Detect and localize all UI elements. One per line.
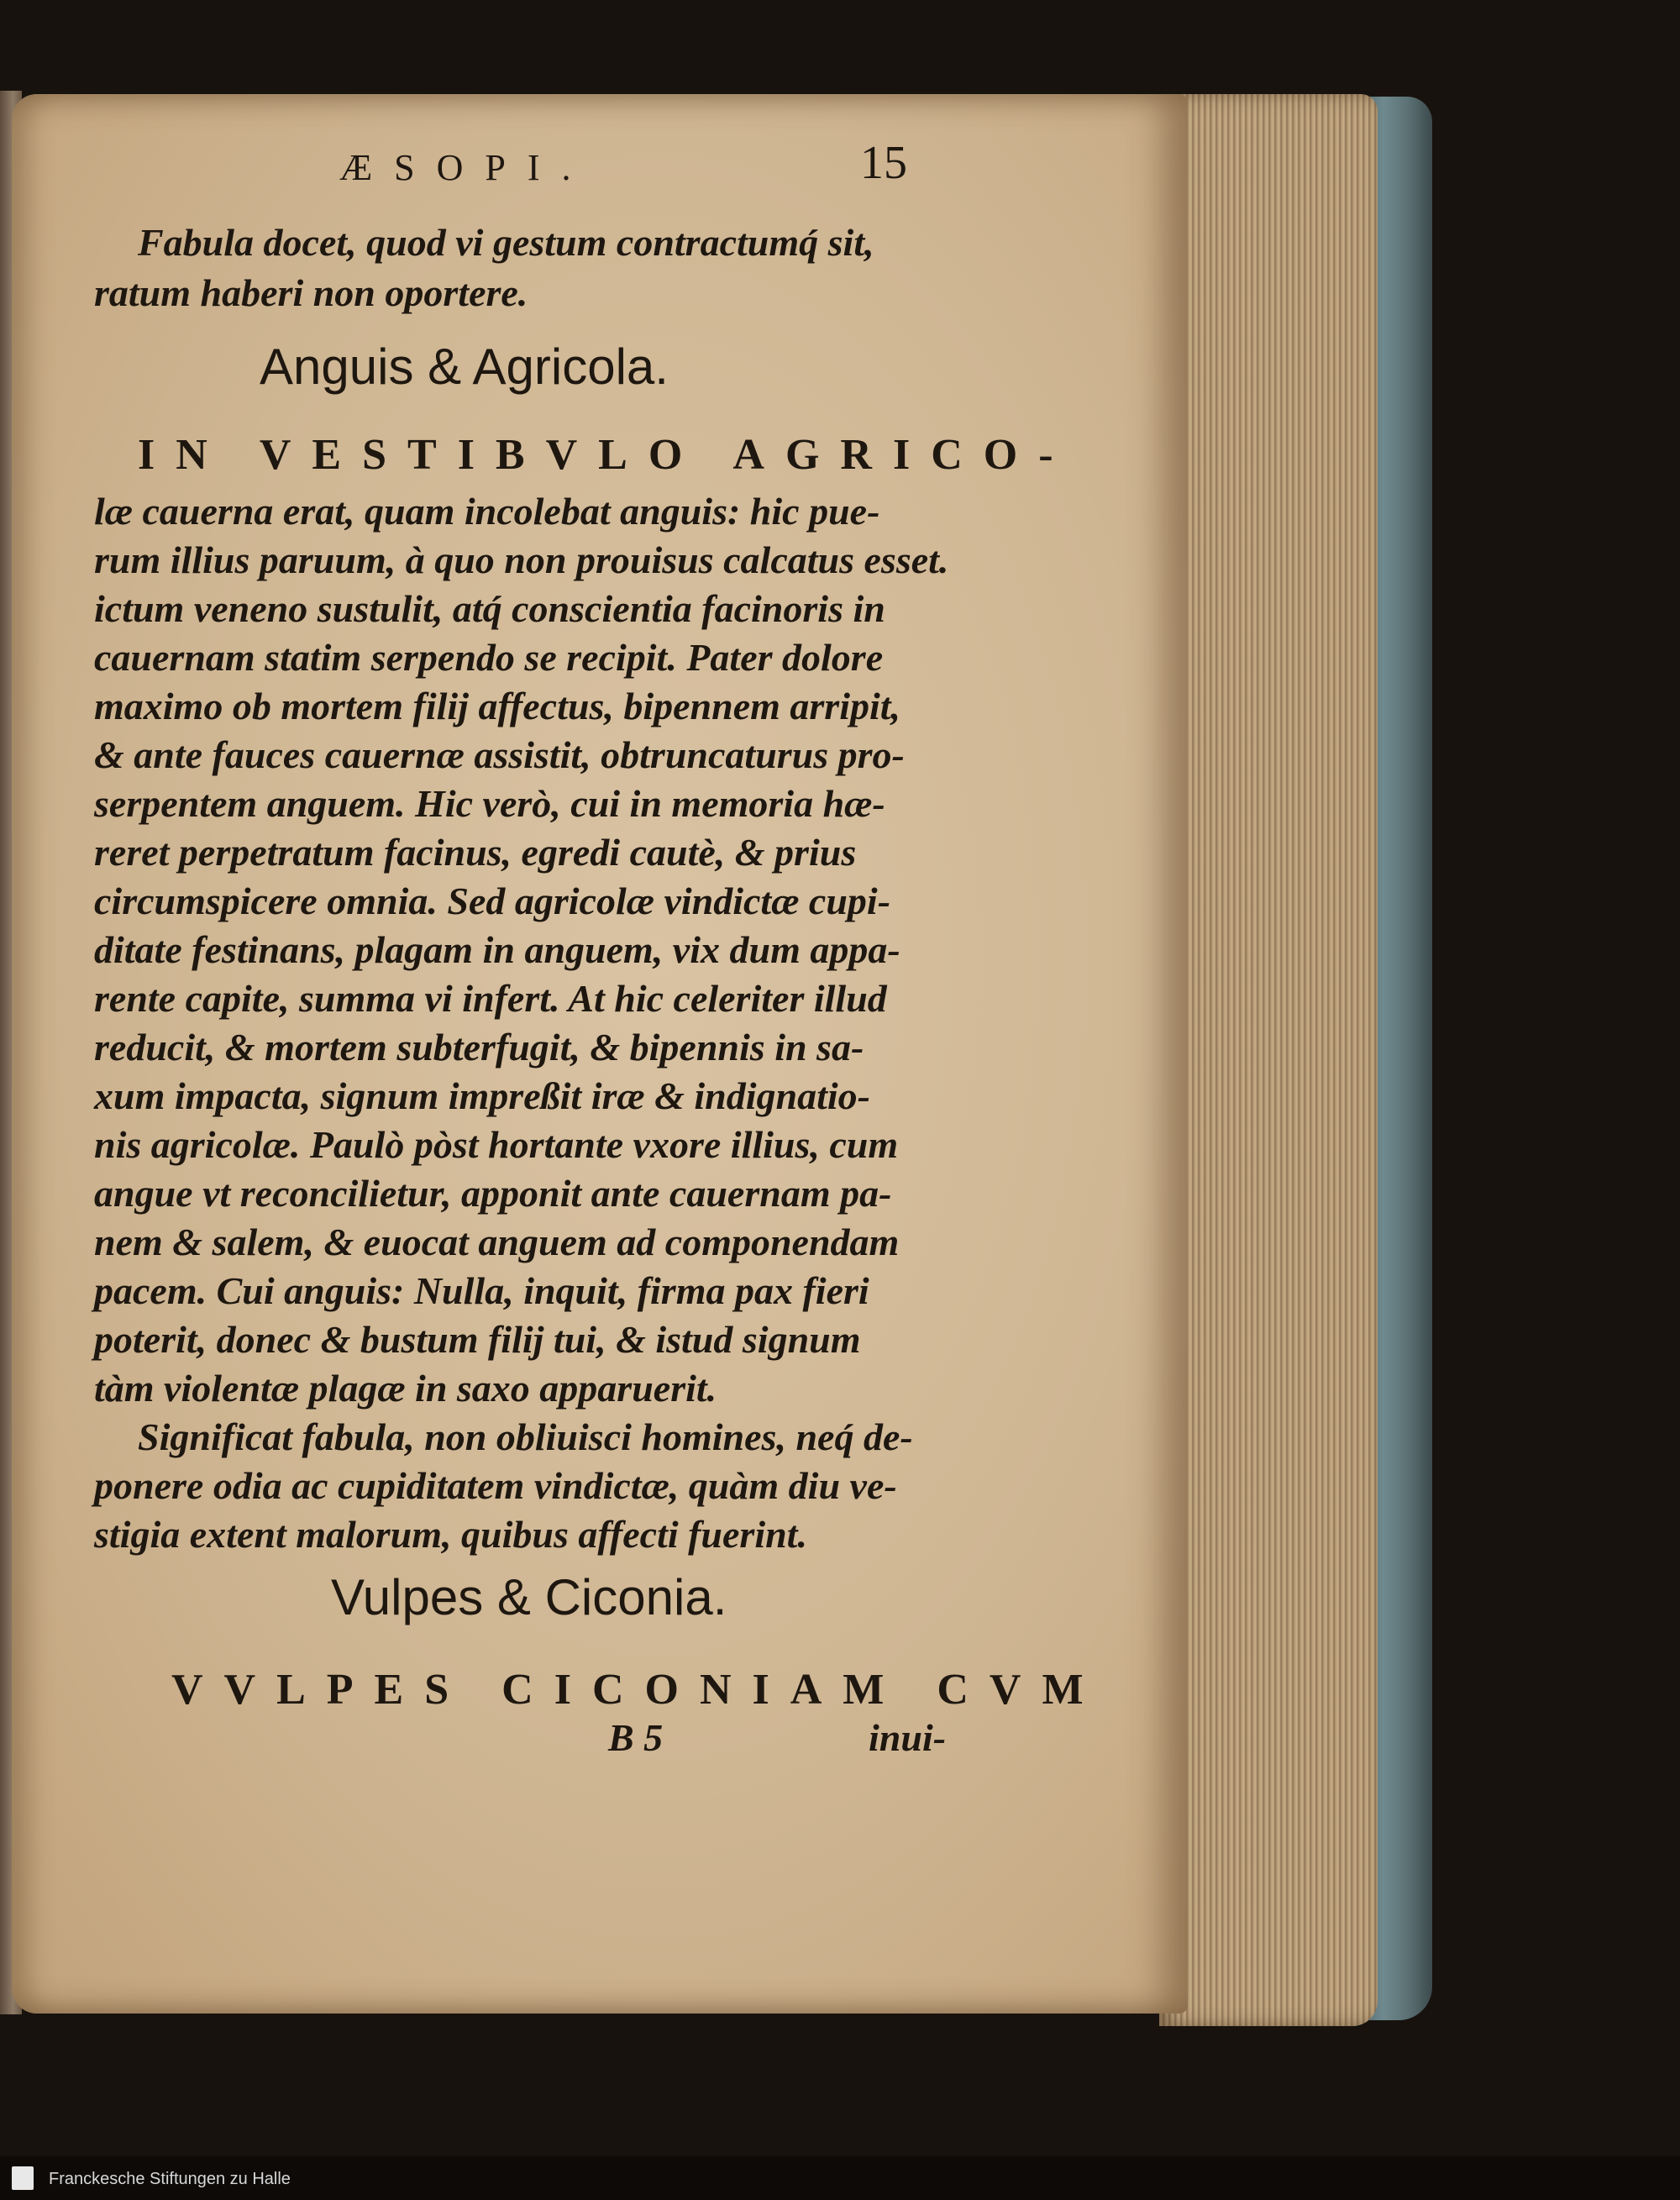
text-line: cauernam statim serpendo se recipit. Pater dolore <box>94 636 884 679</box>
section-heading: Anguis & Agricola. <box>260 339 669 395</box>
text-line: nem & salem, & euocat anguem ad componendam <box>94 1221 900 1263</box>
running-head: ÆSOPI. <box>339 147 593 188</box>
text-line: ictum veneno sustulit, atq́ conscientia facinoris in <box>94 587 885 630</box>
catchword: inui- <box>869 1716 947 1759</box>
text-line: ponere odia ac cupiditatem vindictæ, quàm diu ve- <box>94 1464 897 1507</box>
text-line: IN VESTIBVLO AGRICO- <box>138 431 1074 479</box>
text-line: ditate festinans, plagam in anguem, vix dum appa- <box>94 928 900 971</box>
text-line: xum impacta, signum impreßit iræ & indignatio- <box>94 1074 870 1117</box>
institution-logo-icon <box>12 2166 34 2190</box>
text-line: angue vt reconcilietur, apponit ante cauernam pa- <box>94 1172 892 1215</box>
text-line: poterit, donec & bustum filij tui, & istud signum <box>94 1318 861 1361</box>
text-line: læ cauerna erat, quam incolebat anguis: hic pue- <box>94 490 880 533</box>
signature-mark: B 5 <box>608 1716 664 1759</box>
text-line: maximo ob mortem filij affectus, bipennem arripit, <box>94 685 901 727</box>
text-line: circumspicere omnia. Sed agricolæ vindictæ cupi- <box>94 879 891 922</box>
footer-bar <box>0 2156 1680 2200</box>
page-edges <box>1159 94 1378 2026</box>
text-line: serpentem anguem. Hic verò, cui in memoria hæ- <box>94 782 885 825</box>
text-line: nis agricolæ. Paulò pòst hortante vxore illius, cum <box>94 1123 899 1166</box>
section-heading: Vulpes & Ciconia. <box>331 1569 727 1625</box>
text-line: reret perpetratum facinus, egredi cautè, & prius <box>94 831 857 874</box>
text-line: & ante fauces cauernæ assistit, obtruncaturus pro- <box>94 733 905 776</box>
text-line: Significat fabula, non obliuisci homines, neq́ de- <box>138 1415 913 1458</box>
text-line: rente capite, summa vi infert. At hic celeriter illud <box>94 977 887 1020</box>
text-line: tàm violentæ plagæ in saxo apparuerit. <box>94 1367 717 1410</box>
footer-institution-label: Franckesche Stiftungen zu Halle <box>49 2170 291 2188</box>
text-line: ratum haberi non oportere. <box>94 271 528 314</box>
page-number: 15 <box>860 137 907 189</box>
text-line: pacem. Cui anguis: Nulla, inquit, firma pax fieri <box>94 1269 869 1312</box>
text-line: Fabula docet, quod vi gestum contractumq́ sit, <box>138 221 874 264</box>
text-line: VVLPES CICONIAM CVM <box>171 1666 1105 1714</box>
text-line: rum illius paruum, à quo non prouisus calcatus esset. <box>94 538 949 581</box>
text-line: stigia extent malorum, quibus affecti fuerint. <box>94 1513 807 1556</box>
text-line: reducit, & mortem subterfugit, & bipennis in sa- <box>94 1026 864 1068</box>
book-page <box>12 94 1188 2014</box>
